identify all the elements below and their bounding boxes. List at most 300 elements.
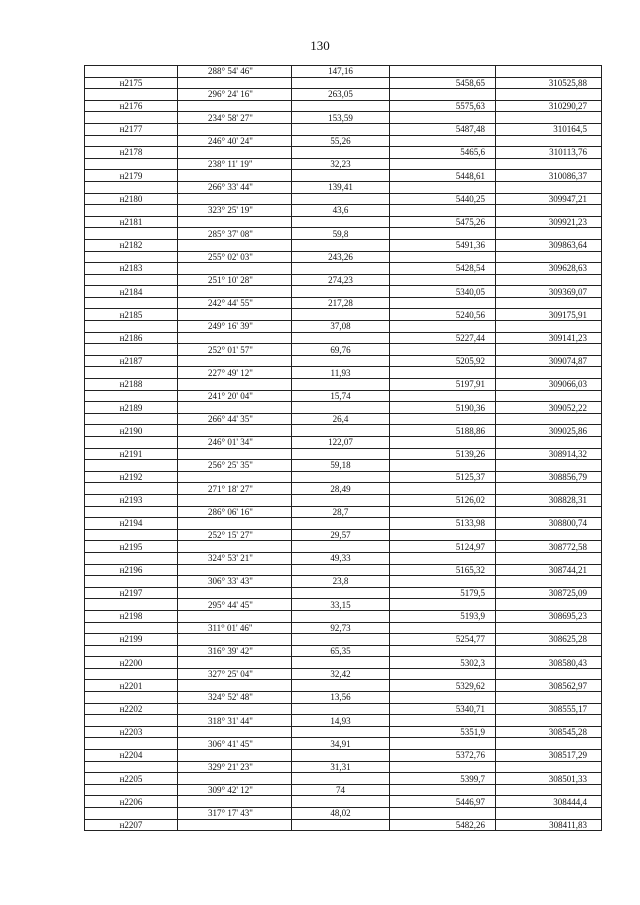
x-coordinate-cell: 5165,32 [390, 564, 496, 576]
point-row [85, 796, 602, 808]
y-coordinate-cell: 308555,17 [496, 703, 602, 715]
y-coordinate-cell [496, 738, 602, 750]
point-row [85, 379, 602, 391]
direction-angle-cell: 246° 40' 24" [178, 135, 292, 147]
point-cell [85, 738, 178, 750]
direction-angle-cell [178, 703, 292, 715]
segment-length-cell: 92,73 [292, 622, 390, 634]
segment-length-cell: 263,05 [292, 89, 390, 101]
y-coordinate-cell: 308517,29 [496, 750, 602, 762]
segment-length-cell [292, 100, 390, 112]
x-coordinate-cell [390, 251, 496, 263]
page-number: 130 [310, 38, 330, 53]
point-row [85, 703, 602, 715]
direction-angle-cell [178, 726, 292, 738]
x-coordinate-cell [390, 576, 496, 588]
direction-angle-cell [178, 494, 292, 506]
y-coordinate-cell: 308725,09 [496, 587, 602, 599]
segment-row [85, 89, 602, 101]
x-coordinate-cell [390, 274, 496, 286]
point-cell [85, 135, 178, 147]
x-coordinate-cell: 5575,63 [390, 100, 496, 112]
point-row [85, 193, 602, 205]
point-cell [85, 321, 178, 333]
point-cell [85, 552, 178, 564]
y-coordinate-cell [496, 89, 602, 101]
point-name-cell: н2201 [85, 680, 178, 692]
point-name-cell: н2192 [85, 471, 178, 483]
segment-length-cell: 13,56 [292, 692, 390, 704]
x-coordinate-cell: 5125,37 [390, 471, 496, 483]
x-coordinate-cell: 5340,71 [390, 703, 496, 715]
y-coordinate-cell: 308562,97 [496, 680, 602, 692]
direction-angle-cell [178, 634, 292, 646]
y-coordinate-cell: 308580,43 [496, 657, 602, 669]
point-name-cell: н2187 [85, 355, 178, 367]
point-name-cell: н2181 [85, 216, 178, 228]
point-name-cell: н2199 [85, 634, 178, 646]
segment-row [85, 135, 602, 147]
point-cell [85, 158, 178, 170]
segment-row [85, 390, 602, 402]
y-coordinate-cell: 309628,63 [496, 263, 602, 275]
segment-length-cell [292, 239, 390, 251]
x-coordinate-cell: 5188,86 [390, 425, 496, 437]
y-coordinate-cell [496, 460, 602, 472]
x-coordinate-cell [390, 715, 496, 727]
point-name-cell: н2189 [85, 402, 178, 414]
x-coordinate-cell [390, 112, 496, 124]
y-coordinate-cell: 310086,37 [496, 170, 602, 182]
y-coordinate-cell [496, 506, 602, 518]
x-coordinate-cell [390, 529, 496, 541]
point-cell [85, 576, 178, 588]
direction-angle-cell [178, 541, 292, 553]
point-name-cell: н2197 [85, 587, 178, 599]
segment-length-cell: 34,91 [292, 738, 390, 750]
point-row [85, 147, 602, 159]
x-coordinate-cell: 5487,48 [390, 123, 496, 135]
x-coordinate-cell [390, 390, 496, 402]
y-coordinate-cell [496, 390, 602, 402]
point-cell [85, 367, 178, 379]
point-cell [85, 715, 178, 727]
x-coordinate-cell: 5448,61 [390, 170, 496, 182]
y-coordinate-cell [496, 112, 602, 124]
point-cell [85, 761, 178, 773]
direction-angle-cell: 288° 54' 46" [178, 66, 292, 78]
direction-angle-cell: 266° 44' 35" [178, 413, 292, 425]
y-coordinate-cell [496, 321, 602, 333]
direction-angle-cell [178, 796, 292, 808]
point-row [85, 773, 602, 785]
x-coordinate-cell: 5465,6 [390, 147, 496, 159]
point-row [85, 239, 602, 251]
segment-row [85, 251, 602, 263]
y-coordinate-cell: 308828,31 [496, 494, 602, 506]
direction-angle-cell: 324° 52' 48" [178, 692, 292, 704]
segment-length-cell [292, 448, 390, 460]
x-coordinate-cell [390, 89, 496, 101]
point-name-cell: н2193 [85, 494, 178, 506]
x-coordinate-cell: 5399,7 [390, 773, 496, 785]
x-coordinate-cell [390, 692, 496, 704]
point-row [85, 286, 602, 298]
segment-length-cell [292, 332, 390, 344]
y-coordinate-cell [496, 715, 602, 727]
x-coordinate-cell: 5458,65 [390, 77, 496, 89]
x-coordinate-cell [390, 460, 496, 472]
x-coordinate-cell: 5124,97 [390, 541, 496, 553]
x-coordinate-cell: 5190,36 [390, 402, 496, 414]
point-row [85, 216, 602, 228]
x-coordinate-cell: 5491,36 [390, 239, 496, 251]
point-name-cell: н2203 [85, 726, 178, 738]
segment-length-cell: 29,57 [292, 529, 390, 541]
direction-angle-cell [178, 587, 292, 599]
x-coordinate-cell [390, 297, 496, 309]
direction-angle-cell: 242° 44' 55" [178, 297, 292, 309]
direction-angle-cell [178, 750, 292, 762]
direction-angle-cell: 285° 37' 08" [178, 228, 292, 240]
point-row [85, 77, 602, 89]
y-coordinate-cell [496, 251, 602, 263]
segment-length-cell: 55,26 [292, 135, 390, 147]
y-coordinate-cell: 308744,21 [496, 564, 602, 576]
direction-angle-cell: 309° 42' 12" [178, 784, 292, 796]
point-cell [85, 205, 178, 217]
x-coordinate-cell [390, 437, 496, 449]
direction-angle-cell: 295° 44' 45" [178, 599, 292, 611]
direction-angle-cell: 246° 01' 34" [178, 437, 292, 449]
segment-row [85, 784, 602, 796]
segment-length-cell [292, 610, 390, 622]
segment-length-cell [292, 564, 390, 576]
y-coordinate-cell [496, 274, 602, 286]
point-cell [85, 529, 178, 541]
segment-length-cell [292, 587, 390, 599]
segment-row [85, 529, 602, 541]
y-coordinate-cell [496, 784, 602, 796]
segment-row [85, 692, 602, 704]
segment-length-cell [292, 471, 390, 483]
segment-length-cell: 43,6 [292, 205, 390, 217]
segment-row [85, 645, 602, 657]
x-coordinate-cell [390, 66, 496, 78]
x-coordinate-cell: 5240,56 [390, 309, 496, 321]
direction-angle-cell: 249° 16' 39" [178, 321, 292, 333]
y-coordinate-cell [496, 692, 602, 704]
y-coordinate-cell: 308772,58 [496, 541, 602, 553]
point-name-cell: н2183 [85, 263, 178, 275]
x-coordinate-cell [390, 367, 496, 379]
x-coordinate-cell: 5329,62 [390, 680, 496, 692]
direction-angle-cell [178, 100, 292, 112]
direction-angle-cell [178, 402, 292, 414]
point-cell [85, 89, 178, 101]
x-coordinate-cell: 5126,02 [390, 494, 496, 506]
segment-length-cell [292, 657, 390, 669]
y-coordinate-cell: 309947,21 [496, 193, 602, 205]
segment-length-cell: 37,08 [292, 321, 390, 333]
point-row [85, 634, 602, 646]
direction-angle-cell [178, 147, 292, 159]
segment-length-cell [292, 216, 390, 228]
coordinates-table-body [85, 66, 602, 831]
segment-length-cell: 49,33 [292, 552, 390, 564]
segment-length-cell: 14,93 [292, 715, 390, 727]
y-coordinate-cell: 309175,91 [496, 309, 602, 321]
x-coordinate-cell: 5302,3 [390, 657, 496, 669]
segment-row [85, 552, 602, 564]
direction-angle-cell [178, 518, 292, 530]
segment-length-cell [292, 170, 390, 182]
point-row [85, 100, 602, 112]
segment-row [85, 205, 602, 217]
point-name-cell: н2196 [85, 564, 178, 576]
point-cell [85, 506, 178, 518]
segment-length-cell [292, 518, 390, 530]
x-coordinate-cell [390, 506, 496, 518]
y-coordinate-cell [496, 181, 602, 193]
point-cell [85, 599, 178, 611]
y-coordinate-cell [496, 413, 602, 425]
segment-row [85, 181, 602, 193]
x-coordinate-cell [390, 599, 496, 611]
point-row [85, 402, 602, 414]
x-coordinate-cell [390, 738, 496, 750]
segment-length-cell [292, 263, 390, 275]
point-cell [85, 112, 178, 124]
point-row [85, 680, 602, 692]
y-coordinate-cell [496, 552, 602, 564]
direction-angle-cell [178, 819, 292, 831]
y-coordinate-cell: 310525,88 [496, 77, 602, 89]
direction-angle-cell: 234° 58' 27" [178, 112, 292, 124]
direction-angle-cell [178, 239, 292, 251]
point-row [85, 123, 602, 135]
y-coordinate-cell: 308545,28 [496, 726, 602, 738]
segment-row [85, 321, 602, 333]
segment-length-cell: 26,4 [292, 413, 390, 425]
x-coordinate-cell [390, 808, 496, 820]
direction-angle-cell: 316° 39' 42" [178, 645, 292, 657]
x-coordinate-cell: 5446,97 [390, 796, 496, 808]
point-name-cell: н2186 [85, 332, 178, 344]
point-cell [85, 274, 178, 286]
point-row [85, 610, 602, 622]
y-coordinate-cell: 308856,79 [496, 471, 602, 483]
segment-length-cell: 74 [292, 784, 390, 796]
point-row [85, 587, 602, 599]
y-coordinate-cell: 308625,28 [496, 634, 602, 646]
direction-angle-cell: 306° 41' 45" [178, 738, 292, 750]
x-coordinate-cell [390, 668, 496, 680]
point-row [85, 355, 602, 367]
direction-angle-cell [178, 657, 292, 669]
segment-row [85, 738, 602, 750]
point-row [85, 263, 602, 275]
segment-length-cell [292, 680, 390, 692]
point-name-cell: н2177 [85, 123, 178, 135]
direction-angle-cell: 311° 01' 46" [178, 622, 292, 634]
segment-row [85, 506, 602, 518]
point-cell [85, 784, 178, 796]
y-coordinate-cell [496, 808, 602, 820]
point-row [85, 819, 602, 831]
segment-length-cell: 243,26 [292, 251, 390, 263]
segment-length-cell [292, 494, 390, 506]
point-cell [85, 460, 178, 472]
y-coordinate-cell [496, 761, 602, 773]
point-cell [85, 808, 178, 820]
x-coordinate-cell: 5179,5 [390, 587, 496, 599]
point-name-cell: н2178 [85, 147, 178, 159]
point-cell [85, 228, 178, 240]
point-cell [85, 668, 178, 680]
segment-length-cell: 32,23 [292, 158, 390, 170]
point-name-cell: н2202 [85, 703, 178, 715]
point-cell [85, 390, 178, 402]
direction-angle-cell: 329° 21' 23" [178, 761, 292, 773]
x-coordinate-cell: 5351,9 [390, 726, 496, 738]
segment-length-cell: 11,93 [292, 367, 390, 379]
direction-angle-cell: 266° 33' 44" [178, 181, 292, 193]
direction-angle-cell [178, 170, 292, 182]
direction-angle-cell [178, 216, 292, 228]
direction-angle-cell: 251° 10' 28" [178, 274, 292, 286]
direction-angle-cell: 327° 25' 04" [178, 668, 292, 680]
direction-angle-cell [178, 286, 292, 298]
segment-length-cell: 69,76 [292, 344, 390, 356]
y-coordinate-cell [496, 622, 602, 634]
direction-angle-cell [178, 309, 292, 321]
direction-angle-cell [178, 610, 292, 622]
segment-row [85, 367, 602, 379]
segment-length-cell [292, 286, 390, 298]
segment-length-cell [292, 726, 390, 738]
segment-length-cell: 31,31 [292, 761, 390, 773]
segment-row [85, 808, 602, 820]
x-coordinate-cell: 5133,98 [390, 518, 496, 530]
point-name-cell: н2198 [85, 610, 178, 622]
direction-angle-cell [178, 680, 292, 692]
y-coordinate-cell [496, 483, 602, 495]
segment-length-cell [292, 77, 390, 89]
direction-angle-cell [178, 425, 292, 437]
point-row [85, 332, 602, 344]
direction-angle-cell [178, 123, 292, 135]
direction-angle-cell: 252° 15' 27" [178, 529, 292, 541]
point-row [85, 425, 602, 437]
direction-angle-cell: 286° 06' 16" [178, 506, 292, 518]
segment-length-cell [292, 634, 390, 646]
segment-length-cell [292, 541, 390, 553]
point-row [85, 726, 602, 738]
y-coordinate-cell: 309863,64 [496, 239, 602, 251]
direction-angle-cell [178, 773, 292, 785]
y-coordinate-cell: 309369,07 [496, 286, 602, 298]
segment-row [85, 599, 602, 611]
x-coordinate-cell: 5193,9 [390, 610, 496, 622]
segment-row [85, 228, 602, 240]
y-coordinate-cell: 310290,27 [496, 100, 602, 112]
x-coordinate-cell [390, 784, 496, 796]
segment-row [85, 668, 602, 680]
segment-row [85, 66, 602, 78]
point-row [85, 170, 602, 182]
direction-angle-cell: 324° 53' 21" [178, 552, 292, 564]
point-name-cell: н2191 [85, 448, 178, 460]
segment-length-cell: 274,23 [292, 274, 390, 286]
y-coordinate-cell: 308800,74 [496, 518, 602, 530]
point-cell [85, 645, 178, 657]
point-name-cell: н2205 [85, 773, 178, 785]
point-cell [85, 344, 178, 356]
x-coordinate-cell [390, 344, 496, 356]
direction-angle-cell: 238° 11' 19" [178, 158, 292, 170]
point-name-cell: н2179 [85, 170, 178, 182]
segment-row [85, 274, 602, 286]
x-coordinate-cell: 5139,26 [390, 448, 496, 460]
segment-row [85, 413, 602, 425]
segment-length-cell [292, 193, 390, 205]
x-coordinate-cell [390, 645, 496, 657]
point-name-cell: н2195 [85, 541, 178, 553]
direction-angle-cell: 252° 01' 57" [178, 344, 292, 356]
x-coordinate-cell: 5372,76 [390, 750, 496, 762]
point-name-cell: н2175 [85, 77, 178, 89]
point-name-cell: н2204 [85, 750, 178, 762]
segment-length-cell: 48,02 [292, 808, 390, 820]
segment-row [85, 715, 602, 727]
y-coordinate-cell [496, 645, 602, 657]
point-row [85, 309, 602, 321]
segment-length-cell: 23,8 [292, 576, 390, 588]
point-cell [85, 692, 178, 704]
y-coordinate-cell [496, 599, 602, 611]
y-coordinate-cell [496, 437, 602, 449]
y-coordinate-cell [496, 135, 602, 147]
y-coordinate-cell [496, 205, 602, 217]
segment-row [85, 437, 602, 449]
direction-angle-cell [178, 263, 292, 275]
direction-angle-cell: 227° 49' 12" [178, 367, 292, 379]
point-name-cell: н2182 [85, 239, 178, 251]
point-cell [85, 413, 178, 425]
direction-angle-cell: 241° 20' 04" [178, 390, 292, 402]
point-name-cell: н2185 [85, 309, 178, 321]
coordinates-table [84, 65, 602, 831]
segment-row [85, 344, 602, 356]
segment-length-cell [292, 355, 390, 367]
x-coordinate-cell: 5482,26 [390, 819, 496, 831]
y-coordinate-cell: 309066,03 [496, 379, 602, 391]
direction-angle-cell [178, 332, 292, 344]
point-row [85, 494, 602, 506]
x-coordinate-cell [390, 413, 496, 425]
segment-row [85, 483, 602, 495]
segment-length-cell: 153,59 [292, 112, 390, 124]
y-coordinate-cell: 310164,5 [496, 123, 602, 135]
point-row [85, 448, 602, 460]
segment-length-cell: 28,49 [292, 483, 390, 495]
segment-length-cell: 28,7 [292, 506, 390, 518]
direction-angle-cell [178, 471, 292, 483]
x-coordinate-cell [390, 135, 496, 147]
y-coordinate-cell [496, 344, 602, 356]
y-coordinate-cell: 309921,23 [496, 216, 602, 228]
